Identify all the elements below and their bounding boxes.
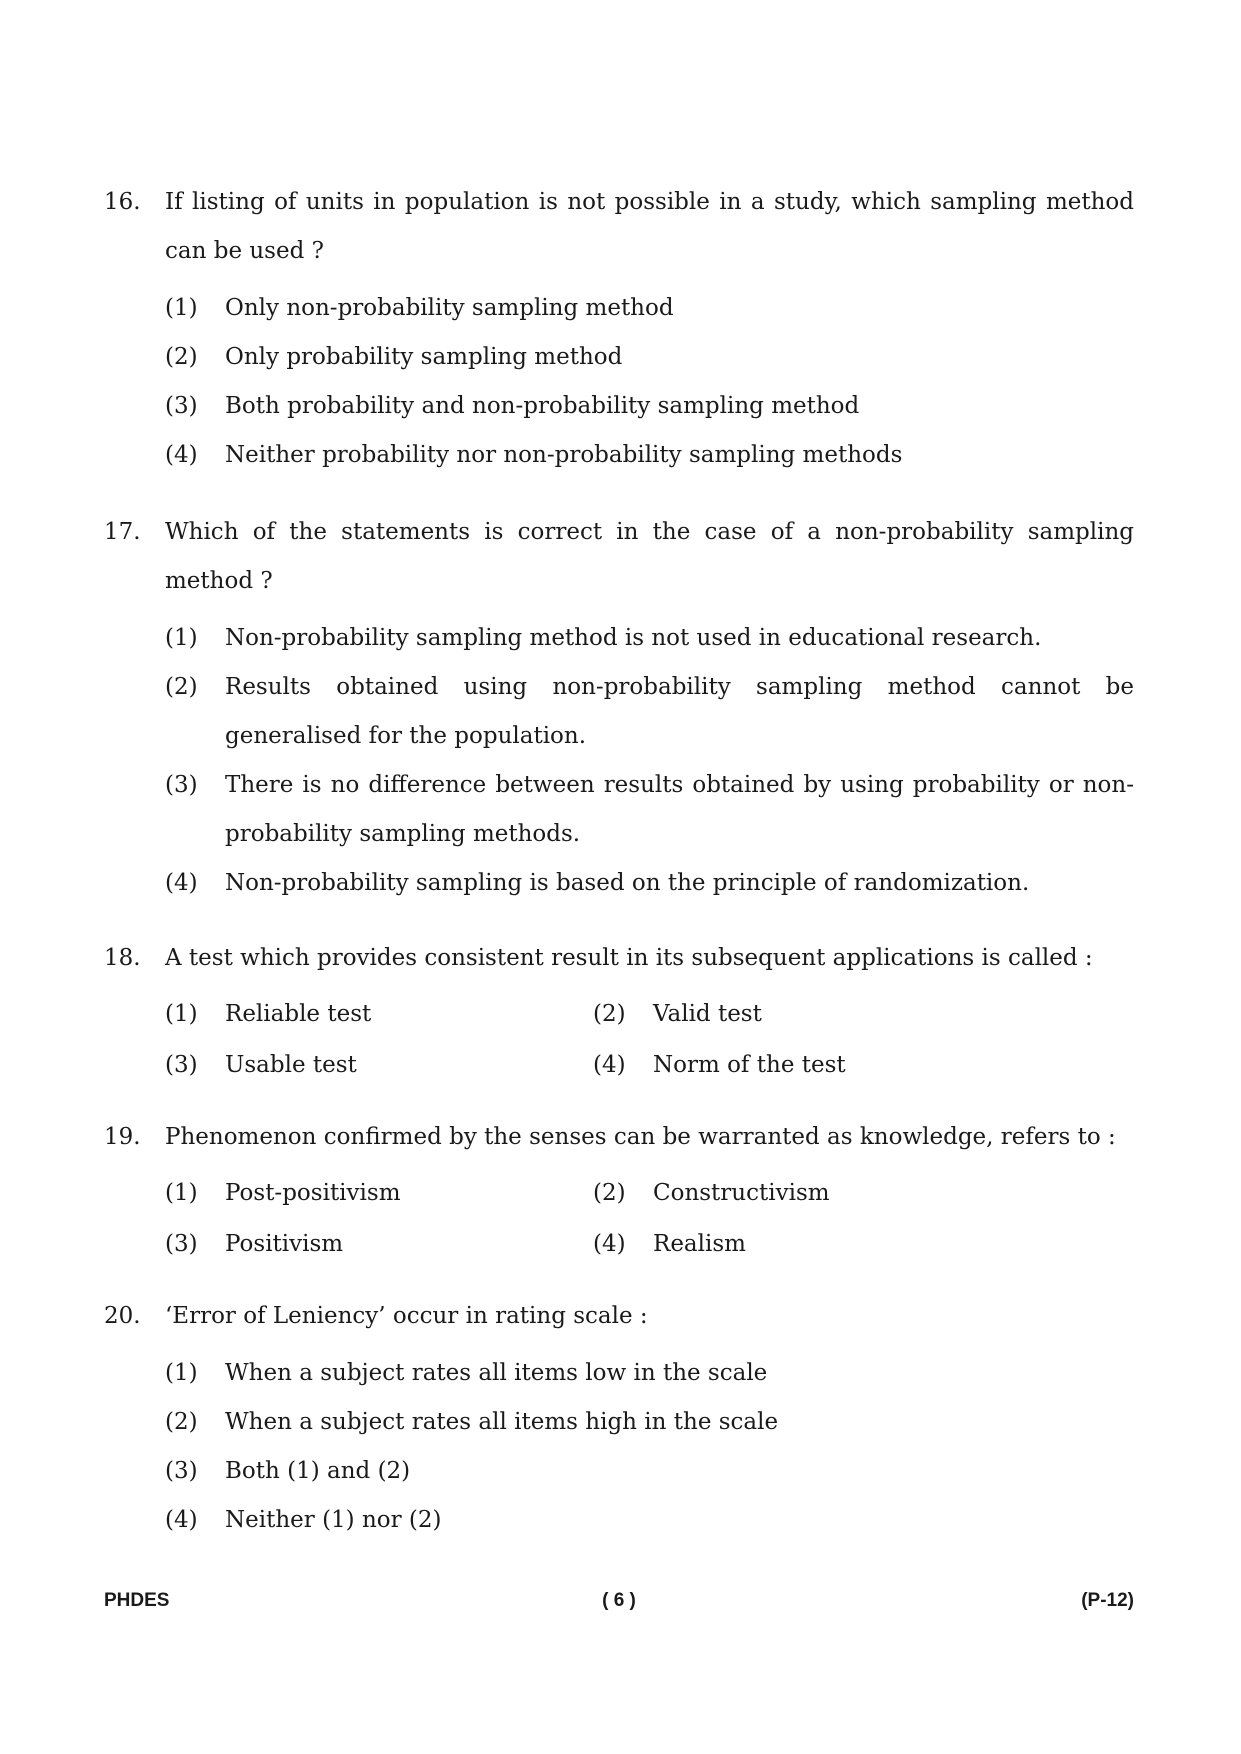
option-text: Realism	[653, 1231, 746, 1257]
page-number: ( 6 )	[602, 1590, 636, 1611]
option-text: Both probability and non-probability sampling method	[225, 393, 860, 419]
option-text: Constructivism	[653, 1180, 830, 1206]
options-list	[165, 1349, 1134, 1545]
option-number: (2)	[165, 674, 198, 700]
option-number: (2)	[593, 1180, 626, 1206]
option-2[interactable]	[593, 989, 1093, 1040]
page-footer	[104, 1590, 1134, 1620]
question-text: Phenomenon confirmed by the senses can be warranted as knowledge, refers to :	[165, 1124, 1116, 1150]
question-number: 19.	[104, 1124, 141, 1150]
option-number: (3)	[165, 1231, 198, 1257]
option-3[interactable]	[165, 1040, 593, 1091]
option-number: (1)	[165, 1360, 198, 1386]
option-4[interactable]	[165, 431, 1134, 480]
options-grid	[165, 989, 1134, 1091]
option-text: Both (1) and (2)	[225, 1458, 411, 1484]
question-number: 20.	[104, 1303, 141, 1329]
question-18	[104, 934, 1134, 1091]
question-text: If listing of units in population is not possible in a study, which sampling method can be used ?	[165, 189, 1134, 264]
option-number: (2)	[165, 344, 198, 370]
option-1[interactable]	[165, 614, 1134, 663]
option-1[interactable]	[165, 1349, 1134, 1398]
option-number: (3)	[165, 393, 198, 419]
option-number: (4)	[165, 442, 198, 468]
option-4[interactable]	[593, 1040, 1093, 1091]
question-number: 17.	[104, 519, 141, 545]
option-3[interactable]	[165, 761, 1134, 859]
option-2[interactable]	[593, 1168, 1093, 1219]
option-text: When a subject rates all items low in the scale	[225, 1360, 768, 1386]
option-text: Valid test	[653, 1001, 762, 1027]
option-number: (2)	[593, 1001, 626, 1027]
option-number: (3)	[165, 1052, 198, 1078]
option-number: (4)	[593, 1231, 626, 1257]
option-text: Results obtained using non-probability sampling method cannot be generalised for the population.	[225, 674, 1134, 749]
option-2[interactable]	[165, 1398, 1134, 1447]
option-number: (1)	[165, 1001, 198, 1027]
options-list	[165, 284, 1134, 480]
option-number: (1)	[165, 295, 198, 321]
question-text: Which of the statements is correct in the case of a non-probability sampling method ?	[165, 519, 1134, 594]
question-16	[104, 178, 1134, 480]
footer-code: PHDES	[104, 1590, 170, 1611]
question-number: 18.	[104, 945, 141, 971]
option-number: (1)	[165, 625, 198, 651]
question-text: A test which provides consistent result in its subsequent applications is called :	[165, 945, 1093, 971]
option-4[interactable]	[165, 859, 1134, 908]
option-number: (4)	[593, 1052, 626, 1078]
option-number: (3)	[165, 1458, 198, 1484]
question-text: ‘Error of Leniency’ occur in rating scale :	[165, 1303, 648, 1329]
option-text: When a subject rates all items high in the scale	[225, 1409, 779, 1435]
option-number: (2)	[165, 1409, 198, 1435]
option-text: Reliable test	[225, 1001, 372, 1027]
option-1[interactable]	[165, 1168, 593, 1219]
question-19	[104, 1113, 1134, 1270]
option-text: Norm of the test	[653, 1052, 846, 1078]
option-text: Only non-probability sampling method	[225, 295, 674, 321]
option-text: Non-probability sampling is based on the principle of randomization.	[225, 870, 1030, 896]
option-number: (4)	[165, 1507, 198, 1533]
option-3[interactable]	[165, 1447, 1134, 1496]
option-1[interactable]	[165, 989, 593, 1040]
option-2[interactable]	[165, 663, 1134, 761]
option-4[interactable]	[165, 1496, 1134, 1545]
option-text: Neither (1) nor (2)	[225, 1507, 442, 1533]
option-3[interactable]	[165, 1219, 593, 1270]
option-text: Neither probability nor non-probability sampling methods	[225, 442, 903, 468]
options-list	[165, 614, 1134, 908]
question-number: 16.	[104, 189, 141, 215]
option-number: (4)	[165, 870, 198, 896]
option-text: There is no difference between results obtained by using probability or non-probability sampling methods.	[225, 772, 1134, 847]
footer-series: (P-12)	[1081, 1590, 1134, 1611]
option-text: Usable test	[225, 1052, 357, 1078]
option-4[interactable]	[593, 1219, 1093, 1270]
options-grid	[165, 1168, 1134, 1270]
option-text: Positivism	[225, 1231, 344, 1257]
question-17	[104, 508, 1134, 908]
option-3[interactable]	[165, 382, 1134, 431]
option-text: Only probability sampling method	[225, 344, 623, 370]
question-20	[104, 1292, 1134, 1545]
option-1[interactable]	[165, 284, 1134, 333]
option-2[interactable]	[165, 333, 1134, 382]
option-number: (3)	[165, 772, 198, 798]
option-text: Post-positivism	[225, 1180, 401, 1206]
option-text: Non-probability sampling method is not used in educational research.	[225, 625, 1042, 651]
option-number: (1)	[165, 1180, 198, 1206]
